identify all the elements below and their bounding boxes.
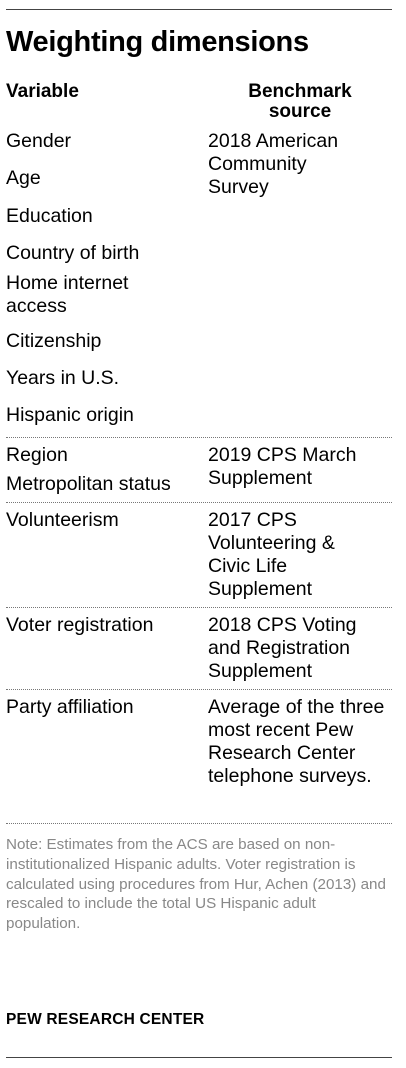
variable-region: Region xyxy=(6,444,68,466)
row-separator xyxy=(6,689,392,690)
row-separator xyxy=(6,823,392,824)
variable-voter-registration: Voter registration xyxy=(6,614,154,636)
source-cps-march: 2019 CPS March Supplement xyxy=(208,444,357,489)
variable-metropolitan-status: Metropolitan status xyxy=(6,473,171,495)
variable-column-header: Variable xyxy=(6,81,79,102)
note-separator-wrap xyxy=(6,823,392,824)
benchmark-column-header xyxy=(230,82,370,122)
variable-gender: Gender xyxy=(6,130,72,152)
variable-home-internet-access: Home internet access xyxy=(6,272,129,317)
benchmark-header-line-1: Benchmark xyxy=(248,81,352,102)
row-separator xyxy=(6,502,392,503)
row-separator xyxy=(6,607,392,608)
variable-volunteerism: Volunteerism xyxy=(6,509,119,531)
variable-citizenship: Citizenship xyxy=(6,330,102,352)
source-acs: 2018 American Community Survey xyxy=(208,130,339,198)
variable-years-in-us: Years in U.S. xyxy=(6,367,120,389)
table-row-group-volunteerism xyxy=(6,502,392,602)
footnote: Note: Estimates from the ACS are based on non-institutionalized Hispanic adults. Voter registration is calculated using procedures from Hur, Achen (2013) and rescaled to include the total US Hispanic adult population. xyxy=(6,836,386,933)
table-row-group-acs xyxy=(6,128,392,428)
source-pew-telephone: Average of the three most recent Pew Research Center telephone surveys. xyxy=(208,696,385,787)
variable-hispanic-origin: Hispanic origin xyxy=(6,404,134,426)
table-row-group-cps-march xyxy=(6,437,392,499)
source-credit: PEW RESEARCH CENTER xyxy=(6,1011,205,1028)
variable-country-of-birth: Country of birth xyxy=(6,242,140,264)
benchmark-header-line-2: source xyxy=(268,101,332,122)
source-cps-voting: 2018 CPS Voting and Registration Supplement xyxy=(208,614,357,682)
bottom-rule xyxy=(6,1057,392,1058)
top-rule xyxy=(6,9,392,10)
table-row-group-voter-registration xyxy=(6,607,392,685)
table-row-group-party-affiliation xyxy=(6,689,392,819)
variable-party-affiliation: Party affiliation xyxy=(6,696,134,718)
source-cps-volunteering: 2017 CPS Volunteering & Civic Life Supplement xyxy=(208,509,335,600)
row-separator xyxy=(6,437,392,438)
page-title: Weighting dimensions xyxy=(6,26,309,58)
variable-age: Age xyxy=(6,167,41,189)
variable-education: Education xyxy=(6,205,93,227)
